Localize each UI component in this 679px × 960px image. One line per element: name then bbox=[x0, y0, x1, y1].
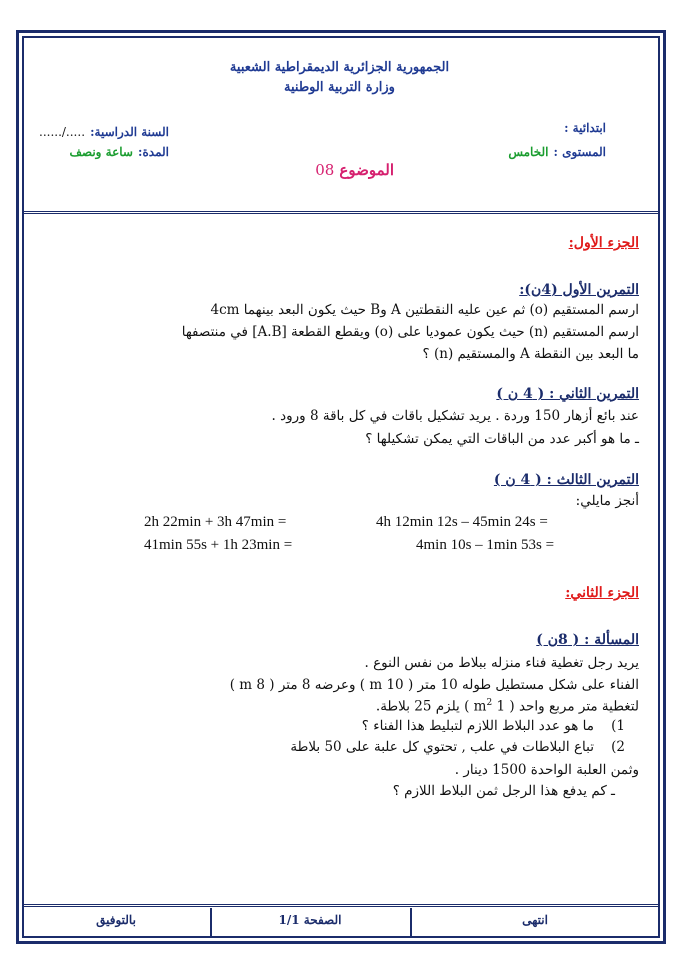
part1-title: الجزء الأول: bbox=[568, 235, 639, 251]
problem-q1 bbox=[362, 718, 625, 734]
ex2-line2: ـ ما هو أكبر عدد من الباقات التي يمكن تشكيلها ؟ bbox=[365, 431, 639, 447]
duration-value: ساعة ونصف bbox=[69, 145, 133, 159]
ex1-line3: ما البعد بين النقطة A والمستقيم (n) ؟ bbox=[422, 346, 639, 362]
duration-row bbox=[70, 141, 170, 160]
duration-label: المدة: bbox=[138, 145, 169, 159]
part2-title: الجزء الثاني: bbox=[565, 585, 639, 601]
ex3-title: التمرين الثالث : ( 4 ن ) bbox=[493, 472, 639, 488]
q2-number: 2) bbox=[611, 739, 625, 755]
ex1-line2: ارسم المستقيم (n) حيث يكون عموديا على (o) ويقطع القطعة [A.B] في منتصفها bbox=[181, 324, 639, 340]
topic-title bbox=[315, 160, 394, 179]
problem-line1: يريد رجل تغطية فناء منزله ببلاط من نفس النوع . bbox=[364, 655, 639, 671]
problem-title: المسألة : ( 8ن ) bbox=[536, 632, 639, 648]
ex2-line1: عند بائع أزهار 150 وردة . يريد تشكيل باقات في كل باقة 8 ورود . bbox=[271, 408, 639, 424]
problem-price: وثمن العلبة الواحدة 1500 دينار . bbox=[454, 762, 639, 778]
ex3-instruction: أنجز مايلي: bbox=[575, 493, 639, 509]
q1-number: 1) bbox=[611, 718, 625, 734]
q2-text: تباع البلاطات في علب , تحتوي كل علبة على 50 بلاطة bbox=[290, 739, 594, 755]
topic-number: 08 bbox=[315, 161, 335, 179]
problem-line3-post: ) يلزم 25 بلاطة. bbox=[375, 698, 474, 715]
problem-q2 bbox=[290, 739, 625, 755]
footer-end: انتهى bbox=[522, 913, 548, 927]
country-name: الجمهورية الجزائرية الديمقراطية الشعبية bbox=[229, 60, 450, 75]
year-value: ...../...... bbox=[39, 125, 86, 139]
ex1-line1: ارسم المستقيم (o) ثم عين عليه النقطتين A وB حيث يكون البعد بينهما 4cm bbox=[210, 302, 639, 318]
header-divider bbox=[22, 211, 660, 214]
problem-line3-sup: 2 bbox=[486, 698, 493, 708]
ex3-op4: 41min 55s + 1h 23min = bbox=[144, 537, 293, 553]
year-row bbox=[39, 121, 169, 140]
ex1-title: التمرين الأول (4ن): bbox=[519, 282, 639, 298]
level-value: الخامس bbox=[508, 145, 549, 159]
school-label: ابتدائية : bbox=[564, 121, 606, 135]
level-label: المستوى : bbox=[553, 145, 606, 159]
ex2-title: التمرين الثاني : ( 4 ن ) bbox=[496, 386, 639, 402]
footer-page: الصفحة 1/1 bbox=[278, 913, 342, 927]
footer-divider bbox=[22, 904, 660, 907]
ministry-name: وزارة التربية الوطنية bbox=[284, 80, 395, 95]
problem-line3-pre: لتغطية متر مربع واحد ( 1 m bbox=[473, 698, 639, 715]
footer-good-luck: بالتوفيق bbox=[96, 913, 136, 927]
problem-line2: الفناء على شكل مستطيل طوله 10 متر ( 10 m ) وعرضه 8 متر ( 8 m ) bbox=[229, 677, 639, 693]
ex3-op2: 2h 22min + 3h 47min = bbox=[144, 514, 287, 530]
q1-text: ما هو عدد البلاط اللازم لتبليط هذا الفناء ؟ bbox=[361, 718, 594, 734]
ex3-op1: 4h 12min 12s – 45min 24s = bbox=[376, 514, 548, 530]
problem-line3 bbox=[376, 698, 639, 715]
year-label: السنة الدراسية: bbox=[90, 125, 169, 139]
ex3-op3: 4min 10s – 1min 53s = bbox=[416, 537, 555, 553]
level-row bbox=[508, 141, 606, 160]
problem-q3: ـ كم يدفع هذا الرجل ثمن البلاط اللازم ؟ bbox=[392, 783, 615, 799]
topic-label: الموضوع bbox=[339, 161, 394, 179]
